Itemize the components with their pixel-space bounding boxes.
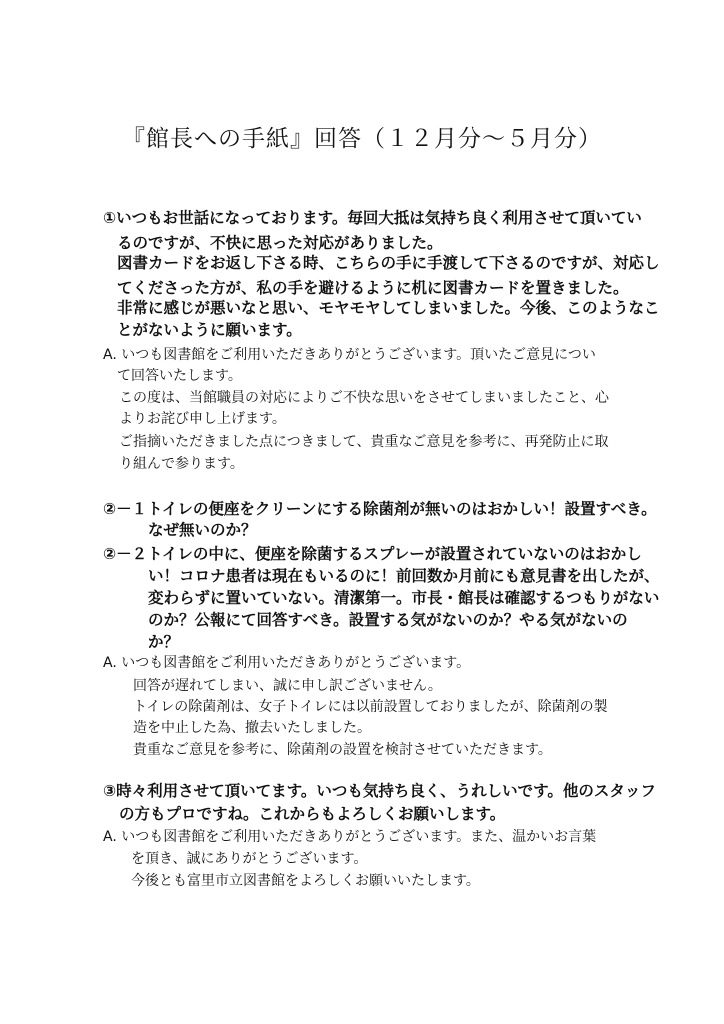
question-1-line-6: とがないように願います。	[117, 321, 302, 339]
answer-3-line-2: を頂き、誠にありがとうございます。	[131, 851, 368, 867]
question-2-line-1: ②－１トイレの便座をクリーンにする除菌剤が無いのはおかしい！設置すべき。	[103, 500, 657, 518]
answer-1-line-5: ご指摘いただきました点につきまして、貴重なご意見を参考に、再発防止に取	[119, 434, 609, 450]
answer-2-line-3: トイレの除菌剤は、女子トイレには以前設置しておりましたが、除菌剤の製	[133, 699, 608, 715]
answer-2-line-4: 造を中止した為、撤去いたしました。	[133, 720, 371, 736]
answer-3-line-1: A. いつも図書館をご利用いただきありがとうございます。また、温かいお言葉	[103, 829, 597, 845]
answer-1-line-6: り組んで参ります。	[119, 456, 244, 472]
answer-3-line-3: 今後とも富里市立図書館をよろしくお願いいたします。	[131, 873, 480, 889]
answer-1-line-1: A. いつも図書館をご利用いただきありがとうございます。頂いたご意見につい	[103, 347, 596, 363]
question-3-line-2: の方もプロですね。これからもよろしくお願いします。	[119, 805, 506, 823]
answer-2-line-5: 貴重なご意見を参考に、除菌剤の設置を検討させていただきます。	[133, 742, 552, 758]
question-2-line-4: い！コロナ患者は現在もいるのに！前回数か月前にも意見書を出したが、	[148, 567, 660, 585]
question-2-line-7: か？	[148, 633, 180, 651]
question-2-line-6: のか？公報にて回答すべき。設置する気がないのか？やる気がないの	[148, 611, 628, 629]
question-1-line-5: 非常に感じが悪いなと思い、モヤモヤしてしまいました。今後、このようなこ	[117, 299, 660, 317]
answer-1-line-2: て回答いたします。	[117, 368, 242, 384]
answer-1-line-4: よりお詫び申し上げます。	[119, 411, 286, 427]
question-1-line-3: 図書カードをお返し下さる時、こちらの手に手渡して下さるのですが、対応し	[117, 254, 660, 272]
answer-2-line-2: 回答が遅れてしまい、誠に申し訳ございません。	[133, 678, 442, 694]
question-2-line-5: 変わらずに置いていない。清潔第一。市長・館長は確認するつもりがない	[148, 589, 660, 607]
answer-2-line-1: A. いつも図書館をご利用いただきありがとうございます。	[103, 655, 471, 671]
question-2-line-2: なぜ無いのか？	[148, 521, 257, 539]
question-3-line-1: ③時々利用させて頂いてます。いつも気持ち良く、うれしいです。他のスタッフ	[103, 782, 656, 800]
document-title: 『館長への手紙』回答（１２月分～５月分）	[122, 126, 602, 152]
question-1-line-2: るのですが、不快に思った対応がありました。	[117, 234, 443, 252]
question-1-line-4: てくださった方が、私の手を避けるように机に図書カードを置きました。	[117, 279, 629, 297]
question-2-line-3: ②－２トイレの中に、便座を除菌するスプレーが設置されていないのはおかし	[103, 545, 642, 563]
answer-1-line-3: この度は、当館職員の対応によりご不快な思いをさせてしまいましたこと、心	[119, 390, 609, 406]
question-1-line-1: ①いつもお世話になっております。毎回大抵は気持ち良く利用させて頂いてい	[103, 209, 642, 227]
